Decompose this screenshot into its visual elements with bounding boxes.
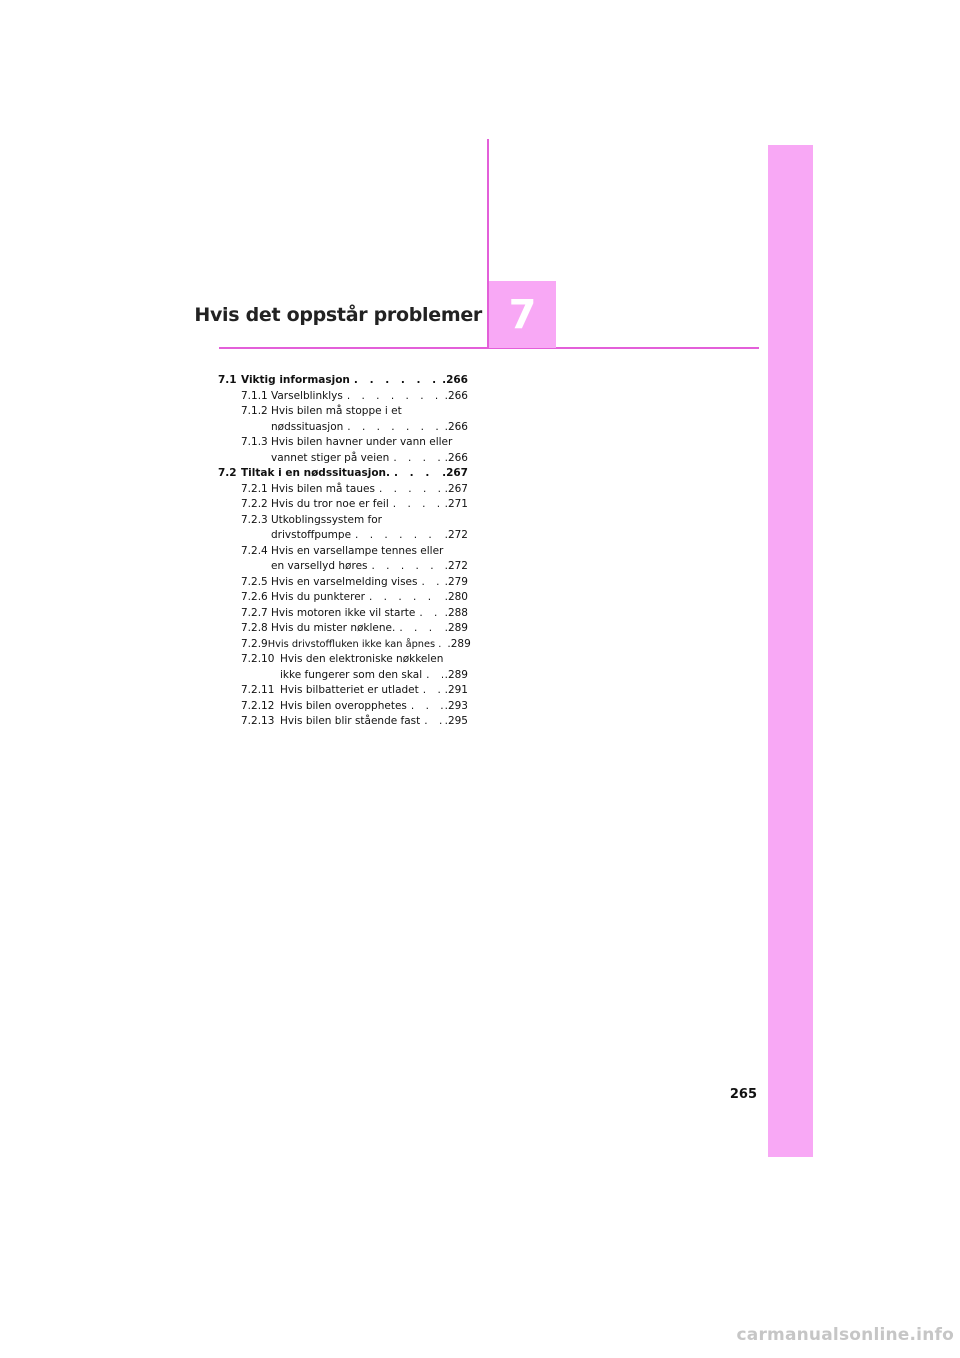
toc-section-7-1[interactable] [218,373,468,389]
toc-text: Hvis bilen havner under vann eller [271,436,453,448]
toc-text: Viktig informasjon [241,374,350,386]
toc-page: .271 [444,498,468,510]
toc-item-7-2-11[interactable] [218,683,468,699]
toc-page: .267 [442,467,468,479]
toc-text: Hvis bilen blir stående fast [280,715,421,727]
toc-page: .280 [444,591,468,603]
toc-item-7-2-8[interactable] [218,621,468,637]
toc-item-7-2-12[interactable] [218,699,468,715]
toc-leader [389,497,443,513]
chapter-number: 7 [508,291,537,338]
toc-item-7-2-7[interactable] [218,606,468,622]
toc-page: .293 [444,699,468,712]
toc-leader [368,559,443,575]
toc-page: .266 [444,389,468,402]
page-number: 265 [729,1087,757,1102]
toc-text: Utkoblingssystem for [271,513,382,526]
toc-item-7-1-3[interactable] [218,435,468,466]
toc-text: Varselblinklys [271,389,343,402]
toc-item-7-2-6[interactable] [218,590,468,606]
toc-leader [365,590,443,606]
toc-text-cont: ikke fungerer som den skal [280,668,423,681]
toc-text: Hvis en varsellampe tennes eller [271,544,444,557]
toc-leader [375,482,443,498]
chapter-number-box [489,281,556,348]
toc-text: Hvis bilbatteriet er utladet [280,684,419,696]
toc-num: 7.2.1 [241,482,268,495]
toc-item-7-2-3[interactable] [218,513,468,544]
toc-page: .289 [444,668,468,681]
toc-leader [417,575,442,591]
toc-page: .279 [444,575,468,588]
chapter-title: Hvis det oppstår problemer [194,304,482,326]
toc-text-cont: vannet stiger på veien [271,451,390,464]
toc-item-7-1-2[interactable] [218,404,468,435]
toc-num: 7.2.13 [241,715,275,727]
toc-item-7-2-4[interactable] [218,544,468,575]
toc-num: 7.2.9 [241,637,268,650]
toc-item-7-1-1[interactable] [218,389,468,405]
toc-num: 7.2.10 [241,653,275,665]
toc-page: .266 [444,420,468,433]
toc-item-7-2-1[interactable] [218,482,468,498]
toc-num: 7.1.3 [241,436,268,448]
toc-text: Hvis du tror noe er feil [271,498,389,510]
toc-num: 7.1 [218,374,237,386]
toc-leader [350,373,440,389]
toc-leader [395,621,442,637]
toc-item-7-2-13[interactable] [218,714,468,730]
toc-text: Tiltak i en nødssituasjon. [241,467,391,479]
toc-text: Hvis du punkterer [271,591,365,603]
toc-text: Hvis bilen må taues [271,482,375,495]
toc-page: .272 [444,560,468,572]
chapter-side-tab [768,145,813,1157]
toc-item-7-2-9[interactable] [218,637,471,653]
toc-page: .295 [444,715,468,727]
toc-text: Hvis du mister nøklene. [271,622,396,634]
toc-leader [390,466,440,482]
toc-num: 7.2.3 [241,513,268,526]
toc-num: 7.2.6 [241,591,268,603]
toc-text: Hvis den elektroniske nøkkelen [280,653,444,665]
toc-leader [389,451,442,467]
toc-page: .289 [447,637,471,650]
toc-text: Hvis en varselmelding vises [271,575,418,588]
toc-leader [415,606,442,622]
toc-num: 7.1.1 [241,389,268,402]
toc-num: 7.2.2 [241,498,268,510]
table-of-contents [218,373,471,730]
toc-leader [419,683,443,699]
toc-leader [351,528,443,544]
toc-num: 7.2.5 [241,575,268,588]
toc-text-cont: en varsellyd høres [271,560,368,572]
toc-item-7-2-10[interactable] [218,652,468,683]
toc-text-cont: drivstoffpumpe [271,529,352,541]
toc-item-7-2-5[interactable] [218,575,468,591]
toc-leader [343,420,442,436]
toc-text-cont: nødssituasjon [271,420,344,433]
toc-leader [420,714,442,730]
toc-page: .267 [444,482,468,495]
toc-page: .291 [444,684,468,696]
toc-page: .272 [444,529,468,541]
toc-num: 7.1.2 [241,405,268,417]
toc-text: Hvis bilen må stoppe i et [271,405,402,417]
toc-num: 7.2.8 [241,622,268,634]
toc-leader [407,699,443,715]
toc-text: Hvis motoren ikke vil starte [271,606,416,619]
toc-page: .266 [442,374,468,386]
toc-item-7-2-2[interactable] [218,497,468,513]
toc-page: .289 [444,622,468,634]
toc-leader [422,668,442,684]
toc-section-7-2[interactable] [218,466,468,482]
toc-num: 7.2.7 [241,606,268,619]
toc-page: .288 [444,606,468,619]
toc-num: 7.2.11 [241,684,275,696]
toc-num: 7.2.12 [241,699,275,712]
watermark: carmanualsonline.info [736,1325,954,1345]
toc-text: Hvis bilen overopphetes [280,699,407,712]
toc-num: 7.2 [218,467,237,479]
toc-num: 7.2.4 [241,544,268,557]
toc-text: Hvis drivstoffluken ikke kan åpnes . [267,638,442,650]
toc-leader [343,389,443,405]
toc-page: .266 [444,451,468,464]
